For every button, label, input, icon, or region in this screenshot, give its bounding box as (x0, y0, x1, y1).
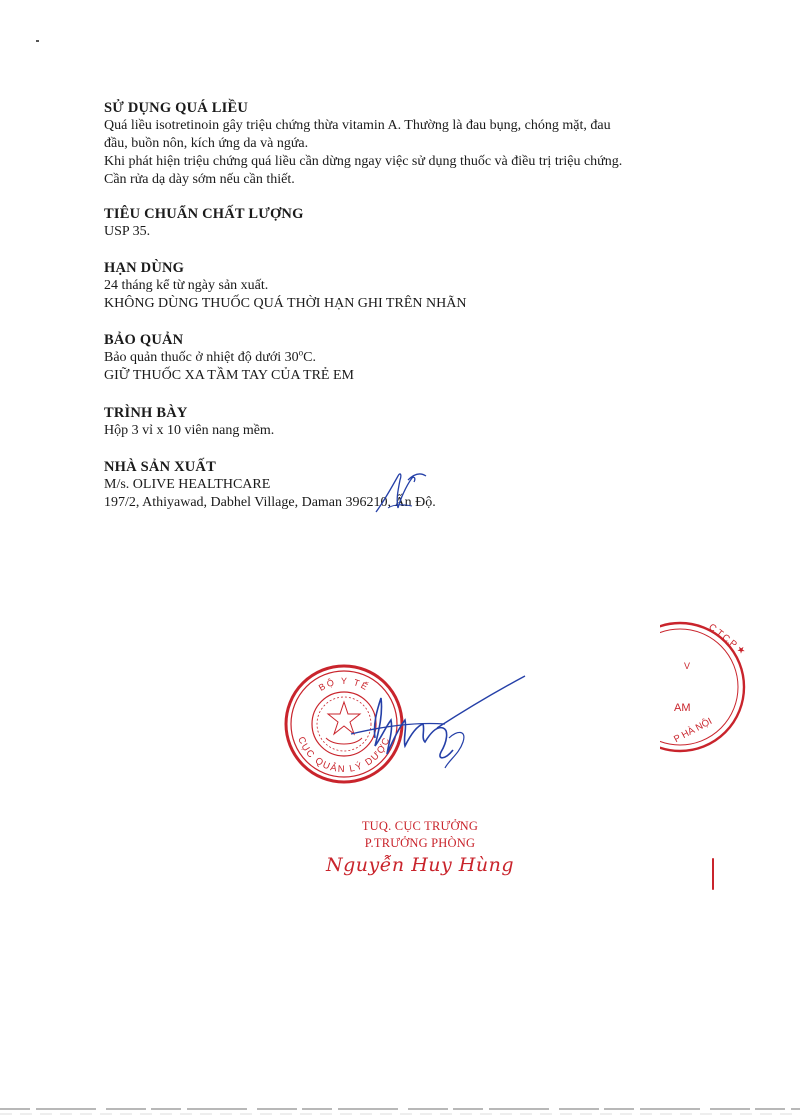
official-signature (345, 668, 535, 778)
paragraph-line (104, 349, 724, 367)
margin-mark (712, 858, 714, 890)
section-overdose (104, 99, 724, 189)
seal-fragment: P HÀ NỘI (672, 715, 714, 746)
signatory-name: Nguyễn Huy Hùng (325, 854, 514, 876)
paragraph-line: M/s. OLIVE HEALTHCARE (104, 477, 271, 492)
storage-text: Bảo quản thuốc ở nhiệt độ dưới 30 (104, 350, 299, 365)
paragraph-line: Cần rửa dạ dày sớm nếu cần thiết. (104, 172, 295, 187)
paragraph-line: Hộp 3 vỉ x 10 viên nang mềm. (104, 423, 275, 438)
section-heading: BẢO QUẢN (104, 332, 184, 348)
seal-top-text: BỘ Y TẾ (316, 675, 372, 693)
section-heading: TRÌNH BÀY (104, 405, 188, 421)
section-expiry (104, 259, 724, 313)
section-heading: NHÀ SẢN XUẤT (104, 459, 216, 475)
section-presentation (104, 404, 724, 440)
paragraph-line: Khi phát hiện triệu chứng quá liều cần dừng ngay việc sử dụng thuốc và điều trị triệu chứng. (104, 154, 623, 169)
seal-text: C.T.C.P ★ (706, 621, 748, 658)
section-quality-standard (104, 205, 724, 241)
svg-text:V: V (684, 661, 691, 671)
paragraph-line: 197/2, Athiyawad, Dabhel Village, Daman 396210, Ấn Độ. (104, 495, 436, 510)
signatory-subtitle: P.TRƯỞNG PHÒNG (364, 836, 476, 850)
signature-block (320, 818, 520, 876)
section-heading: HẠN DÙNG (104, 260, 185, 276)
company-seal-partial (660, 615, 770, 755)
section-heading: TIÊU CHUẨN CHẤT LƯỢNG (104, 206, 304, 222)
section-heading: SỬ DỤNG QUÁ LIỀU (104, 100, 249, 116)
seal-fragment: AM (674, 702, 691, 714)
signatory-title: TUQ. CỤC TRƯỞNG (361, 819, 479, 833)
paragraph-line: Quá liều isotretinoin gây triệu chứng thừa vitamin A. Thường là đau bụng, chóng mặt, đau (104, 118, 611, 133)
paragraph-line: 24 tháng kể từ ngày sản xuất. (104, 278, 269, 293)
storage-unit: C. (303, 350, 316, 365)
scan-speck (36, 40, 39, 42)
degree-mark: o (298, 347, 304, 358)
paragraph-line: đầu, buồn nôn, kích ứng da và ngứa. (104, 136, 309, 151)
paragraph-line: GIỮ THUỐC XA TẦM TAY CỦA TRẺ EM (104, 368, 354, 383)
initials-signature (368, 464, 438, 524)
section-storage (104, 331, 724, 385)
paragraph-line: USP 35. (104, 224, 151, 239)
scan-bottom-edge (0, 1103, 800, 1119)
paragraph-line: KHÔNG DÙNG THUỐC QUÁ THỜI HẠN GHI TRÊN NHÃN (104, 296, 467, 311)
seal-bottom-text: CỤC QUẢN LÝ DƯỢC (295, 735, 393, 776)
